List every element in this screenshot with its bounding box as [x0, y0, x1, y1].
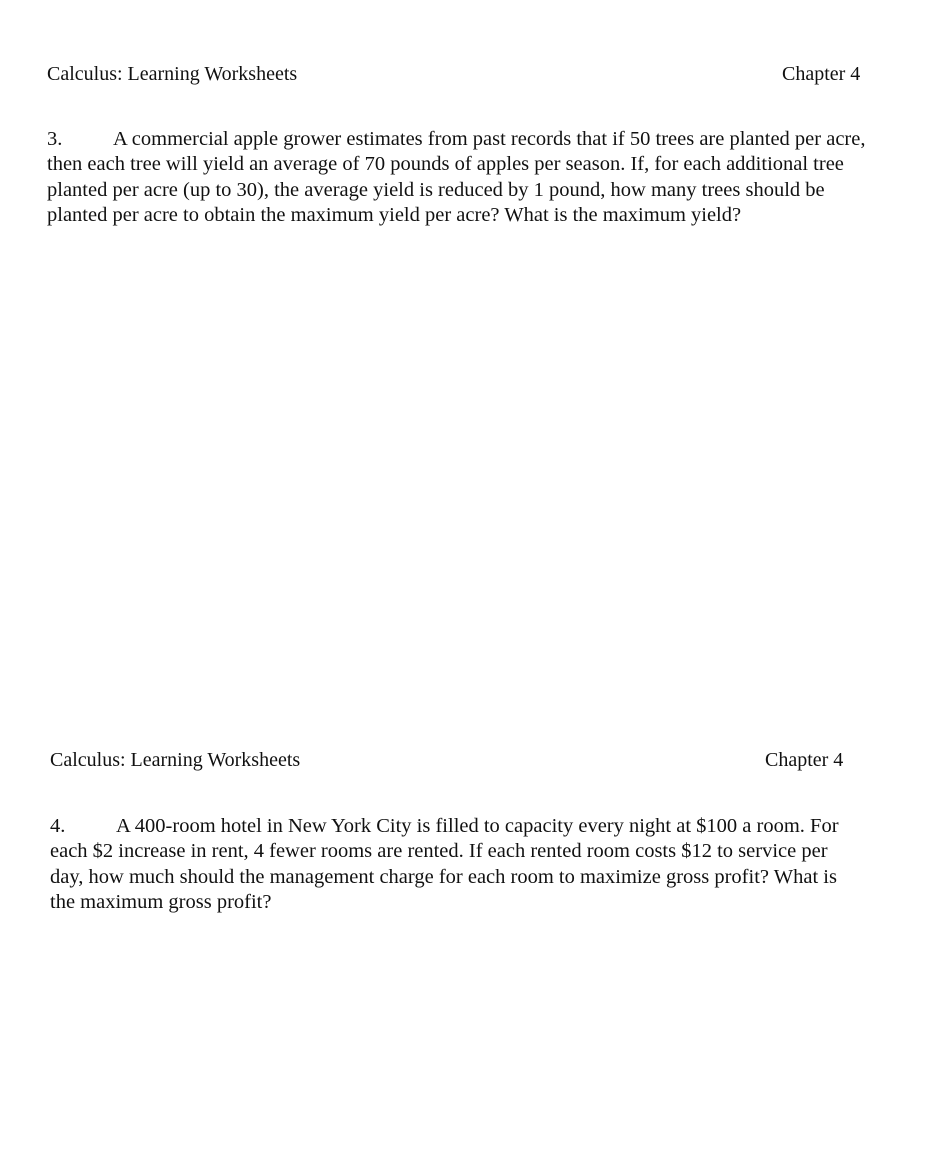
problem-number: 3. [47, 128, 63, 150]
problem-4 [50, 814, 850, 915]
chapter-label: Chapter 4 [782, 63, 861, 85]
problem-text: A 400-room hotel in New York City is filled to capacity every night at $100 a room. For each $2 increase in rent, 4 fewer rooms are rented. If each rented room costs $12 to service per day, how much should the management charge for each room to maximize gross profit? What is the maximum gross profit? [50, 815, 839, 913]
worksheet-title: Calculus: Learning Worksheets [50, 749, 301, 771]
chapter-label: Chapter 4 [765, 749, 844, 771]
problem-3 [47, 127, 869, 228]
worksheet-title: Calculus: Learning Worksheets [47, 63, 298, 85]
problem-number: 4. [50, 815, 66, 837]
problem-text: A commercial apple grower estimates from past records that if 50 trees are planted per acre, then each tree will yield an average of 70 pounds of apples per season. If, for each additional tree planted per acre (up to 30), the average yield is reduced by 1 pound, how many trees should be planted per acre to obtain the maximum yield per acre? What is the maximum yield? [47, 128, 866, 226]
